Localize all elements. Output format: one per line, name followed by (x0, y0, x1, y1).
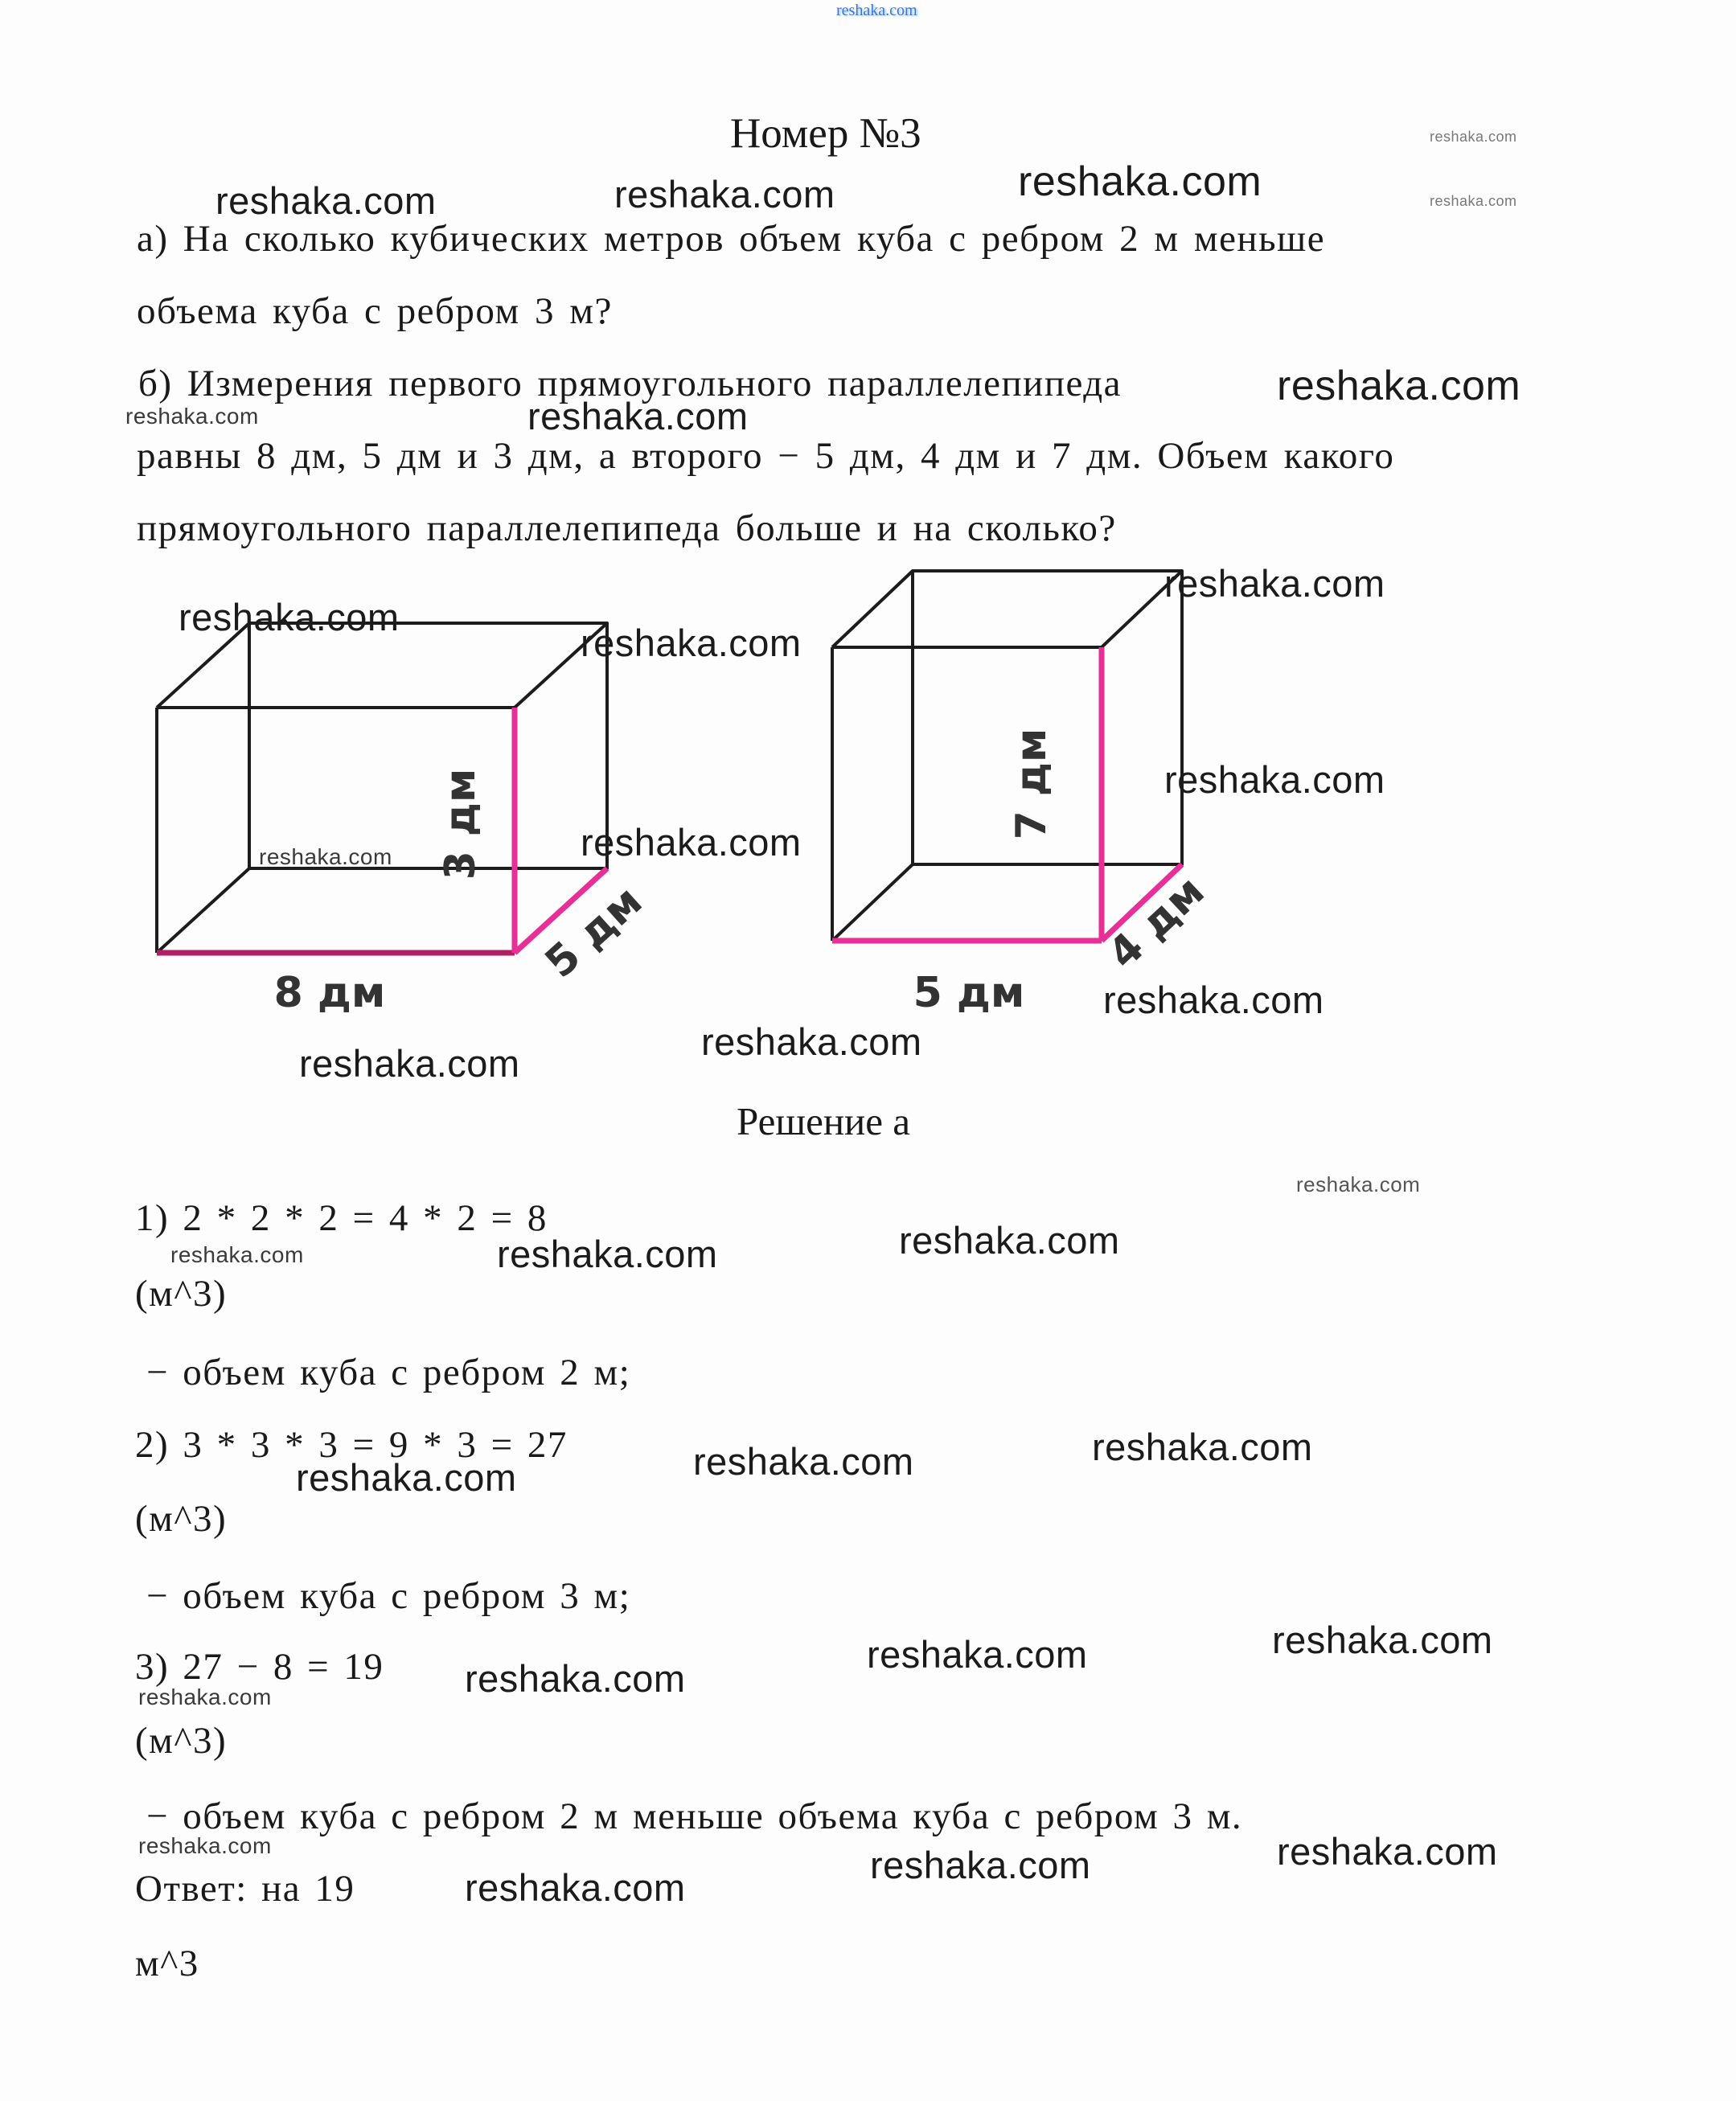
watermark-text: reshaka.com (1430, 129, 1517, 145)
solution-line: (м^3) (135, 1498, 228, 1540)
solution-line: (м^3) (135, 1720, 228, 1762)
watermark-text: reshaka.com (701, 1020, 922, 1063)
watermark-text: reshaka.com (1103, 979, 1324, 1021)
watermark-text: reshaka.com (125, 404, 259, 429)
problem-line: б) Измерения первого прямоугольного параллелепипеда (138, 363, 1122, 404)
box2-height-label: 7 дм (1008, 728, 1056, 840)
watermark-text: reshaka.com (899, 1219, 1120, 1262)
box1-height-label: 3 дм (437, 768, 485, 880)
watermark-text: reshaka.com (867, 1633, 1088, 1676)
box1-depth-label: 5 дм (536, 876, 652, 988)
watermark-text: reshaka.com (1272, 1619, 1493, 1661)
watermark-text: reshaka.com (614, 173, 835, 215)
watermark-text: reshaka.com (465, 1866, 686, 1909)
watermark-text: reshaka.com (497, 1233, 718, 1275)
problem-line: равны 8 дм, 5 дм и 3 дм, а второго − 5 дм, 4 дм и 7 дм. Объем какого (137, 435, 1395, 477)
parallelepiped-diagrams (121, 547, 1287, 1077)
watermark-text: reshaka.com (581, 622, 802, 664)
page-title: Номер №3 (730, 110, 921, 157)
solution-line: м^3 (135, 1943, 199, 1984)
solution-heading: Решение а (737, 1099, 911, 1143)
watermark-text: reshaka.com (465, 1657, 686, 1700)
watermark-text: reshaka.com (259, 844, 392, 869)
watermark-text: reshaka.com (693, 1440, 914, 1483)
watermark-text: reshaka.com (296, 1456, 517, 1499)
watermark-text: reshaka.com (527, 395, 749, 437)
box2-depth-label: 4 дм (1099, 867, 1214, 979)
problem-line: а) На сколько кубических метров объем куба с ребром 2 м меньше (137, 218, 1326, 260)
watermark-text: reshaka.com (1296, 1172, 1421, 1196)
watermark-text: reshaka.com (1092, 1426, 1313, 1468)
watermark-text: reshaka.com (1164, 758, 1385, 801)
solution-line: 1) 2 * 2 * 2 = 4 * 2 = 8 (135, 1197, 548, 1239)
watermark-text: reshaka.com (1277, 1830, 1498, 1873)
box1-width-label: 8 дм (273, 969, 386, 1017)
watermark-text: reshaka.com (179, 596, 400, 638)
watermark-text: reshaka.com (1430, 193, 1517, 209)
watermark-text: reshaka.com (1164, 562, 1385, 605)
watermark-text: reshaka.com (870, 1844, 1091, 1886)
solution-line: 2) 3 * 3 * 3 = 9 * 3 = 27 (135, 1424, 568, 1466)
watermark-text: reshaka.com (138, 1684, 272, 1709)
watermark-text: reshaka.com (581, 821, 802, 864)
watermark-text: reshaka.com (1277, 363, 1521, 409)
problem-line: прямоугольного параллелепипеда больше и на сколько? (137, 507, 1117, 549)
solution-line: − объем куба с ребром 3 м; (146, 1575, 631, 1617)
problem-line: объема куба с ребром 3 м? (137, 290, 613, 332)
watermark-text: reshaka.com (215, 179, 437, 222)
solution-line: − объем куба с ребром 2 м; (146, 1352, 631, 1393)
box1-edges (157, 623, 607, 953)
solution-line: − объем куба с ребром 2 м меньше объема куба с ребром 3 м. (146, 1795, 1243, 1837)
watermark-text: reshaka.com (1018, 158, 1262, 205)
watermark-text: reshaka.com (836, 2, 917, 19)
solution-line: Ответ: на 19 (135, 1868, 355, 1910)
watermark-text: reshaka.com (299, 1042, 520, 1085)
solution-line: (м^3) (135, 1273, 228, 1315)
watermark-text: reshaka.com (170, 1242, 304, 1267)
box2-width-label: 5 дм (913, 969, 1025, 1017)
solution-line: 3) 27 − 8 = 19 (135, 1646, 384, 1688)
box2-diagram (832, 571, 1214, 1017)
watermark-text: reshaka.com (138, 1833, 272, 1858)
box1-diagram (157, 623, 651, 1017)
